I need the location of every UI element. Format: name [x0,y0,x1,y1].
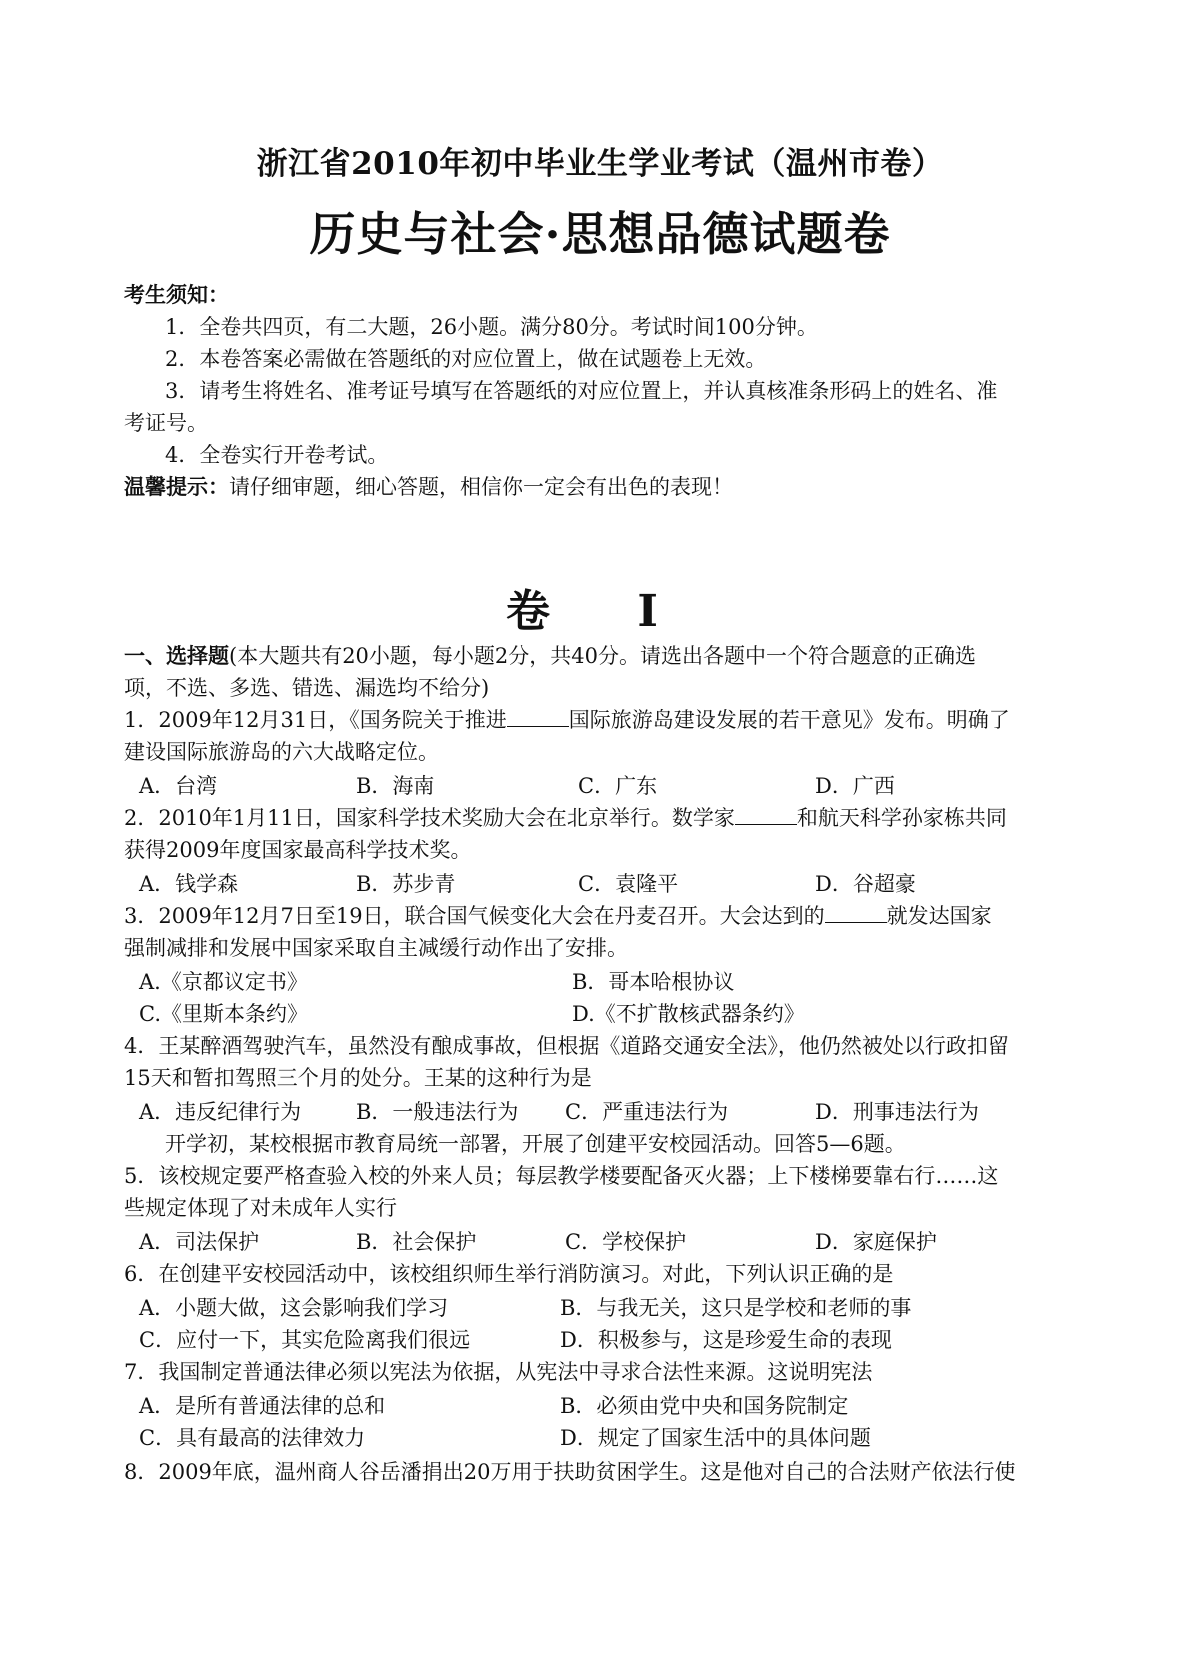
question-1-text-cont: 国际旅游岛建设发展的若干意见》发布。明确了 [568,708,1010,732]
q7-option-b: B．必须由党中央和国务院制定 [560,1394,849,1418]
q2-option-d: D．谷超豪 [815,872,916,896]
question-7-stem: 7．我国制定普通法律必须以宪法为依据，从宪法中寻求合法性来源。这说明宪法 [124,1360,873,1384]
section-heading [124,641,976,671]
volume-heading: 卷 I [506,586,694,637]
q7-option-a: A．是所有普通法律的总和 [139,1394,386,1418]
q1-option-d: D．广西 [815,774,895,798]
answer-blank [735,804,797,825]
question-3-text-cont: 就发达国家 [886,904,992,928]
tip-text: 请仔细审题，细心答题，相信你一定会有出色的表现！ [229,475,733,499]
question-3-stem-line2: 强制减排和发展中国家采取自主减缓行动作出了安排。 [124,936,628,960]
q7-option-c: C．具有最高的法律效力 [139,1426,366,1450]
question-4-stem: 4．王某醉酒驾驶汽车，虽然没有酿成事故，但根据《道路交通安全法》，他仍然被处以行政扣留 [124,1034,1009,1058]
section-label: 一、选择题 [124,643,229,668]
q3-option-d: D.《不扩散核武器条约》 [572,1002,805,1026]
question-2-text-cont: 和航天科学孙家栋共同 [796,806,1007,830]
q3-option-a: A.《京都议定书》 [139,970,308,994]
intro-5-6: 开学初，某校根据市教育局统一部署，开展了创建平安校园活动。回答5—6题。 [165,1132,906,1156]
notice-item-2: 2．本卷答案必需做在答题纸的对应位置上，做在试题卷上无效。 [165,347,767,371]
answer-blank [825,902,887,923]
q6-option-d: D．积极参与，这是珍爱生命的表现 [560,1328,892,1352]
q4-option-d: D．刑事违法行为 [815,1100,979,1124]
q6-option-a: A．小题大做，这会影响我们学习 [139,1296,449,1320]
question-6-stem: 6．在创建平安校园活动中，该校组织师生举行消防演习。对此，下列认识正确的是 [124,1262,894,1286]
q1-option-c: C．广东 [578,774,658,798]
question-1-stem-line2: 建设国际旅游岛的六大战略定位。 [124,740,439,764]
q4-option-c: C．严重违法行为 [565,1100,729,1124]
q6-option-c: C．应付一下，其实危险离我们很远 [139,1328,471,1352]
question-2-stem-line2: 获得2009年度国家最高科学技术奖。 [124,838,472,862]
notice-item-4: 4．全卷实行开卷考试。 [165,443,389,467]
question-2-stem [124,803,1007,833]
notice-heading: 考生须知： [124,282,229,307]
q1-option-b: B．海南 [356,774,435,798]
q7-option-d: D．规定了国家生活中的具体问题 [560,1426,871,1450]
q2-option-a: A．钱学森 [139,872,239,896]
notice-item-1: 1．全卷共四页，有二大题，26小题。满分80分。考试时间100分钟。 [165,315,818,339]
question-2-text: 2．2010年1月11日，国家科学技术奖励大会在北京举行。数学家 [124,806,735,830]
q4-option-b: B．一般违法行为 [356,1100,519,1124]
answer-blank [507,706,569,727]
notice-tip [124,472,733,502]
question-5-stem: 5．该校规定要严格查验入校的外来人员；每层教学楼要配备灭火器；上下楼梯要靠右行……这 [124,1164,999,1188]
q5-option-b: B．社会保护 [356,1230,477,1254]
exam-title: 浙江省2010年初中毕业生学业考试（温州市卷） [256,146,944,182]
q2-option-b: B．苏步青 [356,872,456,896]
q4-option-a: A．违反纪律行为 [139,1100,302,1124]
q6-option-b: B．与我无关，这只是学校和老师的事 [560,1296,912,1320]
q2-option-c: C．袁隆平 [578,872,679,896]
q3-option-c: C.《里斯本条约》 [139,1002,308,1026]
q5-option-a: A．司法保护 [139,1230,260,1254]
tip-label: 温馨提示： [124,474,229,499]
question-3-text: 3．2009年12月7日至19日，联合国气候变化大会在丹麦召开。大会达到的 [124,904,825,928]
q1-option-a: A．台湾 [139,774,218,798]
question-5-stem-line2: 些规定体现了对未成年人实行 [124,1196,397,1220]
q5-option-c: C．学校保护 [565,1230,687,1254]
section-desc-cont: 项，不选、多选、错选、漏选均不给分) [124,676,490,700]
section-desc: (本大题共有20小题，每小题2分，共40分。请选出各题中一个符合题意的正确选 [229,644,976,668]
question-1-text: 1．2009年12月31日，《国务院关于推进 [124,708,507,732]
q5-option-d: D．家庭保护 [815,1230,937,1254]
notice-item-3-cont: 考证号。 [124,411,208,435]
question-3-stem [124,901,992,931]
question-1-stem [124,705,1010,735]
question-8-stem: 8．2009年底，温州商人谷岳潘捐出20万用于扶助贫困学生。这是他对自己的合法财产依法行使 [124,1460,1016,1484]
question-4-stem-line2: 15天和暂扣驾照三个月的处分。王某的这种行为是 [124,1066,592,1090]
exam-subtitle: 历史与社会·思想品德试题卷 [309,207,891,261]
notice-item-3: 3．请考生将姓名、准考证号填写在答题纸的对应位置上，并认真核准条形码上的姓名、准 [165,379,998,403]
q3-option-b: B．哥本哈根协议 [572,970,735,994]
